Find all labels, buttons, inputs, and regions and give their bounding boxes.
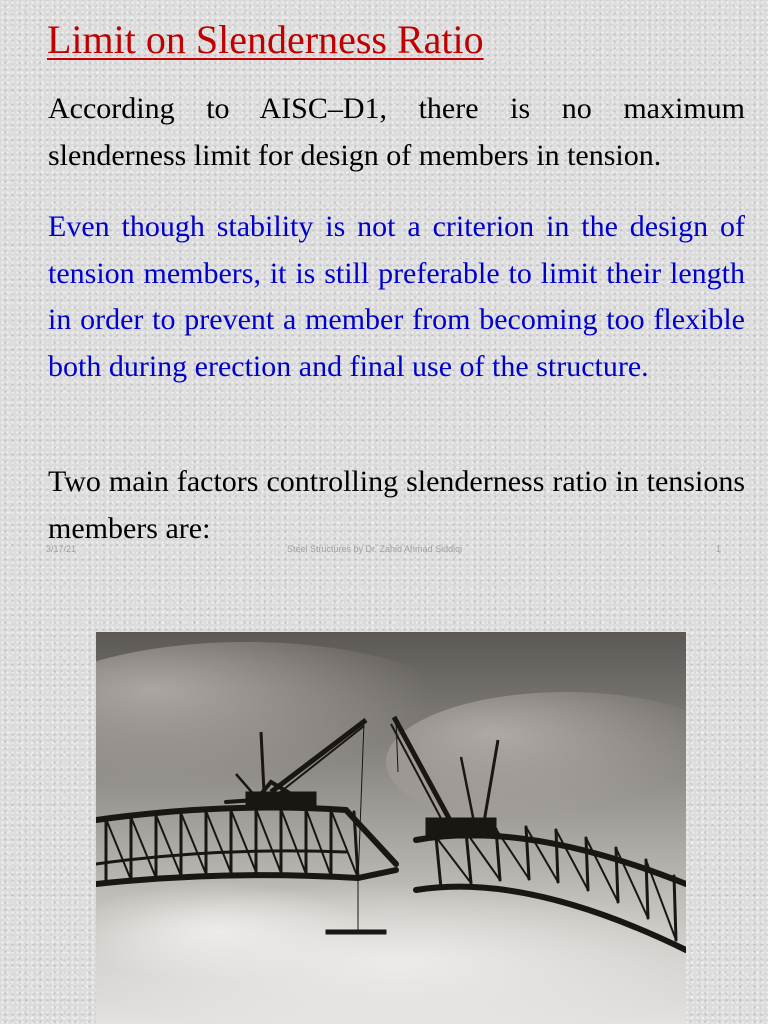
paragraph-stability: Even though stability is not a criterion in the design of tension members, it is still preferable to limit their length in order to prevent a member from becoming too flexible both during erection and final use of the structure.	[48, 210, 745, 383]
slide-title: Limit on Slenderness Ratio	[47, 17, 484, 62]
footer-date: 3/17/21	[46, 544, 77, 554]
bridge-construction-photo	[96, 632, 686, 1024]
footer-page-number: 1	[716, 544, 722, 554]
paragraph-two-factors: Two main factors controlling slenderness ratio in tensions members are:	[48, 465, 745, 545]
footer-author: Steel Structures by Dr. Zahid Ahmad Siddiqi	[287, 544, 463, 554]
paragraph-aisc-d1: According to AISC–D1, there is no maximum slenderness limit for design of members in tension.	[48, 92, 745, 172]
